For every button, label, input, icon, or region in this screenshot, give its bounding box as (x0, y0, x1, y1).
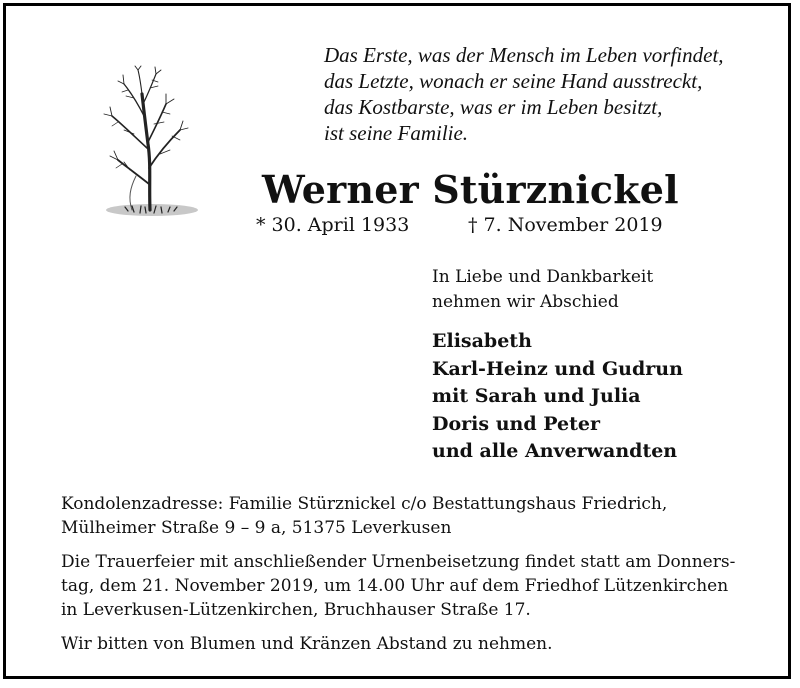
intro-line: In Liebe und Dankbarkeit (432, 267, 654, 287)
flowers-request: Wir bitten von Blumen und Kränzen Abstand zu nehmen. (61, 634, 553, 654)
mourner-line: Karl-Heinz und Gudrun (432, 357, 683, 380)
mourner-line: Elisabeth (432, 330, 532, 352)
poem-line: das Letzte, wonach er seine Hand ausstreckt, (324, 69, 703, 93)
intro-line: nehmen wir Abschied (432, 292, 619, 312)
condolence-line: Kondolenzadresse: Familie Stürznickel c/o Bestattungshaus Friedrich, (61, 494, 668, 514)
deceased-name: Werner Stürznickel (262, 167, 679, 212)
birth-date: * 30. April 1933 (256, 214, 410, 236)
ceremony-line: in Leverkusen-Lützenkirchen, Bruchhauser Straße 17. (61, 600, 531, 620)
mourners-list (432, 328, 683, 466)
condolence-address (61, 492, 766, 540)
condolence-line: Mülheimer Straße 9 – 9 a, 51375 Leverkusen (61, 518, 452, 538)
death-date: † 7. November 2019 (468, 214, 663, 236)
poem-line: das Kostbarste, was er im Leben besitzt, (324, 95, 663, 119)
poem-line: ist seine Familie. (324, 121, 469, 145)
notice-frame (3, 3, 791, 679)
ceremony-details (61, 550, 766, 622)
mourner-line: mit Sarah und Julia (432, 385, 641, 407)
poem (324, 42, 784, 146)
ceremony-line: tag, dem 21. November 2019, um 14.00 Uhr auf dem Friedhof Lützenkirchen (61, 576, 729, 596)
farewell-intro (432, 265, 653, 315)
ceremony-line: Die Trauerfeier mit anschließender Urnenbeisetzung findet statt am Donners- (61, 552, 736, 572)
mourner-line: Doris und Peter (432, 412, 600, 435)
poem-line: Das Erste, was der Mensch im Leben vorfindet, (324, 43, 724, 67)
mourner-line: und alle Anverwandten (432, 440, 678, 462)
tree-icon (94, 64, 204, 224)
